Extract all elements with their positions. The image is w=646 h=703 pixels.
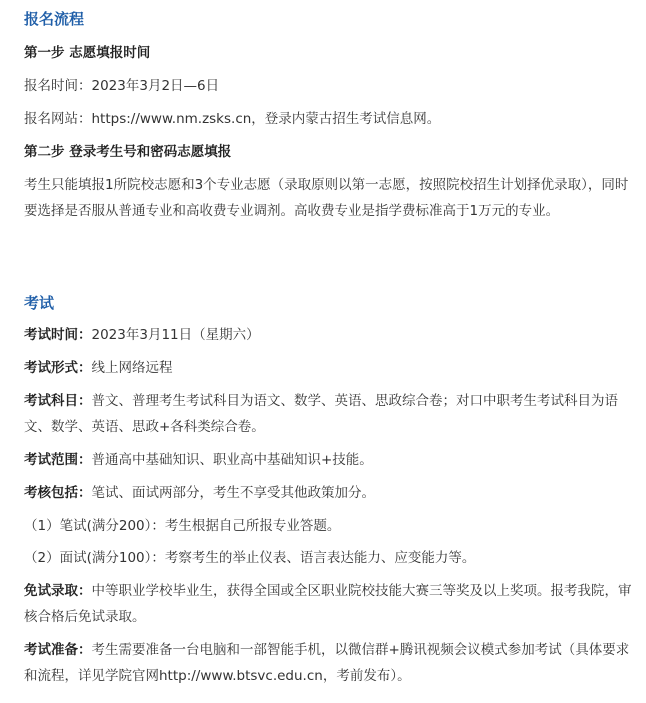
exam-title: 考试 [24, 294, 55, 312]
step1-heading: 第一步 志愿填报时间 [24, 45, 151, 61]
exam-subjects [24, 388, 632, 440]
step2-heading: 第二步 登录考生号和密码志愿填报 [24, 144, 232, 160]
registration-site-value: https://www.nm.zsks.cn，登录内蒙古招生考试信息网。 [91, 111, 441, 127]
registration-site [24, 106, 634, 132]
exam-scope [24, 447, 634, 473]
exam-interview: （2）面试(满分100）：考察考生的举止仪表、语言表达能力、应变能力等。 [24, 550, 476, 566]
exam-form [24, 355, 634, 381]
exam-assessment [24, 480, 634, 506]
registration-time-label: 报名时间： [24, 78, 92, 94]
exam-prep-value: 考生需要准备一台电脑和一部智能手机，以微信群+腾讯视频会议模式参加考试（具体要求和流程，详见学院官网http://www.btsvc.edu.cn，考前发布）。 [24, 642, 630, 684]
exam-assessment-label: 考核包括： [24, 485, 92, 501]
exam-scope-label: 考试范围： [24, 452, 92, 468]
exam-time-label: 考试时间： [24, 327, 92, 343]
exam-prep-label: 考试准备： [24, 642, 92, 658]
exam-scope-value: 普通高中基础知识、职业高中基础知识+技能。 [91, 452, 373, 468]
exam-assessment-value: 笔试、面试两部分，考生不享受其他政策加分。 [91, 485, 375, 501]
registration-title: 报名流程 [24, 10, 85, 28]
exam-exempt-value: 中等职业学校毕业生，获得全国或全区职业院校技能大赛三等奖及以上奖项。报考我院，审核合格后免试录取。 [24, 583, 632, 625]
exam-exempt [24, 578, 632, 630]
exam-subjects-value: 普文、普理考生考试科目为语文、数学、英语、思政综合卷；对口中职考生考试科目为语文、数学、英语、思政+各科类综合卷。 [24, 393, 618, 435]
registration-site-label: 报名网站： [24, 111, 92, 127]
registration-time [24, 73, 634, 99]
exam-written: （1）笔试(满分200）：考生根据自己所报专业答题。 [24, 518, 341, 534]
exam-time [24, 322, 634, 348]
registration-time-value: 2023年3月2日—6日 [91, 78, 220, 94]
exam-form-value: 线上网络远程 [91, 360, 173, 376]
exam-prep [24, 637, 632, 689]
step2-text: 考生只能填报1所院校志愿和3个专业志愿（录取原则以第一志愿，按照院校招生计划择优录取），同时要选择是否服从普通专业和高收费专业调剂。高收费专业是指学费标准高于1万元的专业。 [24, 177, 629, 219]
exam-time-value: 2023年3月11日（星期六） [91, 327, 260, 343]
exam-exempt-label: 免试录取： [24, 583, 92, 599]
exam-form-label: 考试形式： [24, 360, 92, 376]
exam-subjects-label: 考试科目： [24, 393, 92, 409]
